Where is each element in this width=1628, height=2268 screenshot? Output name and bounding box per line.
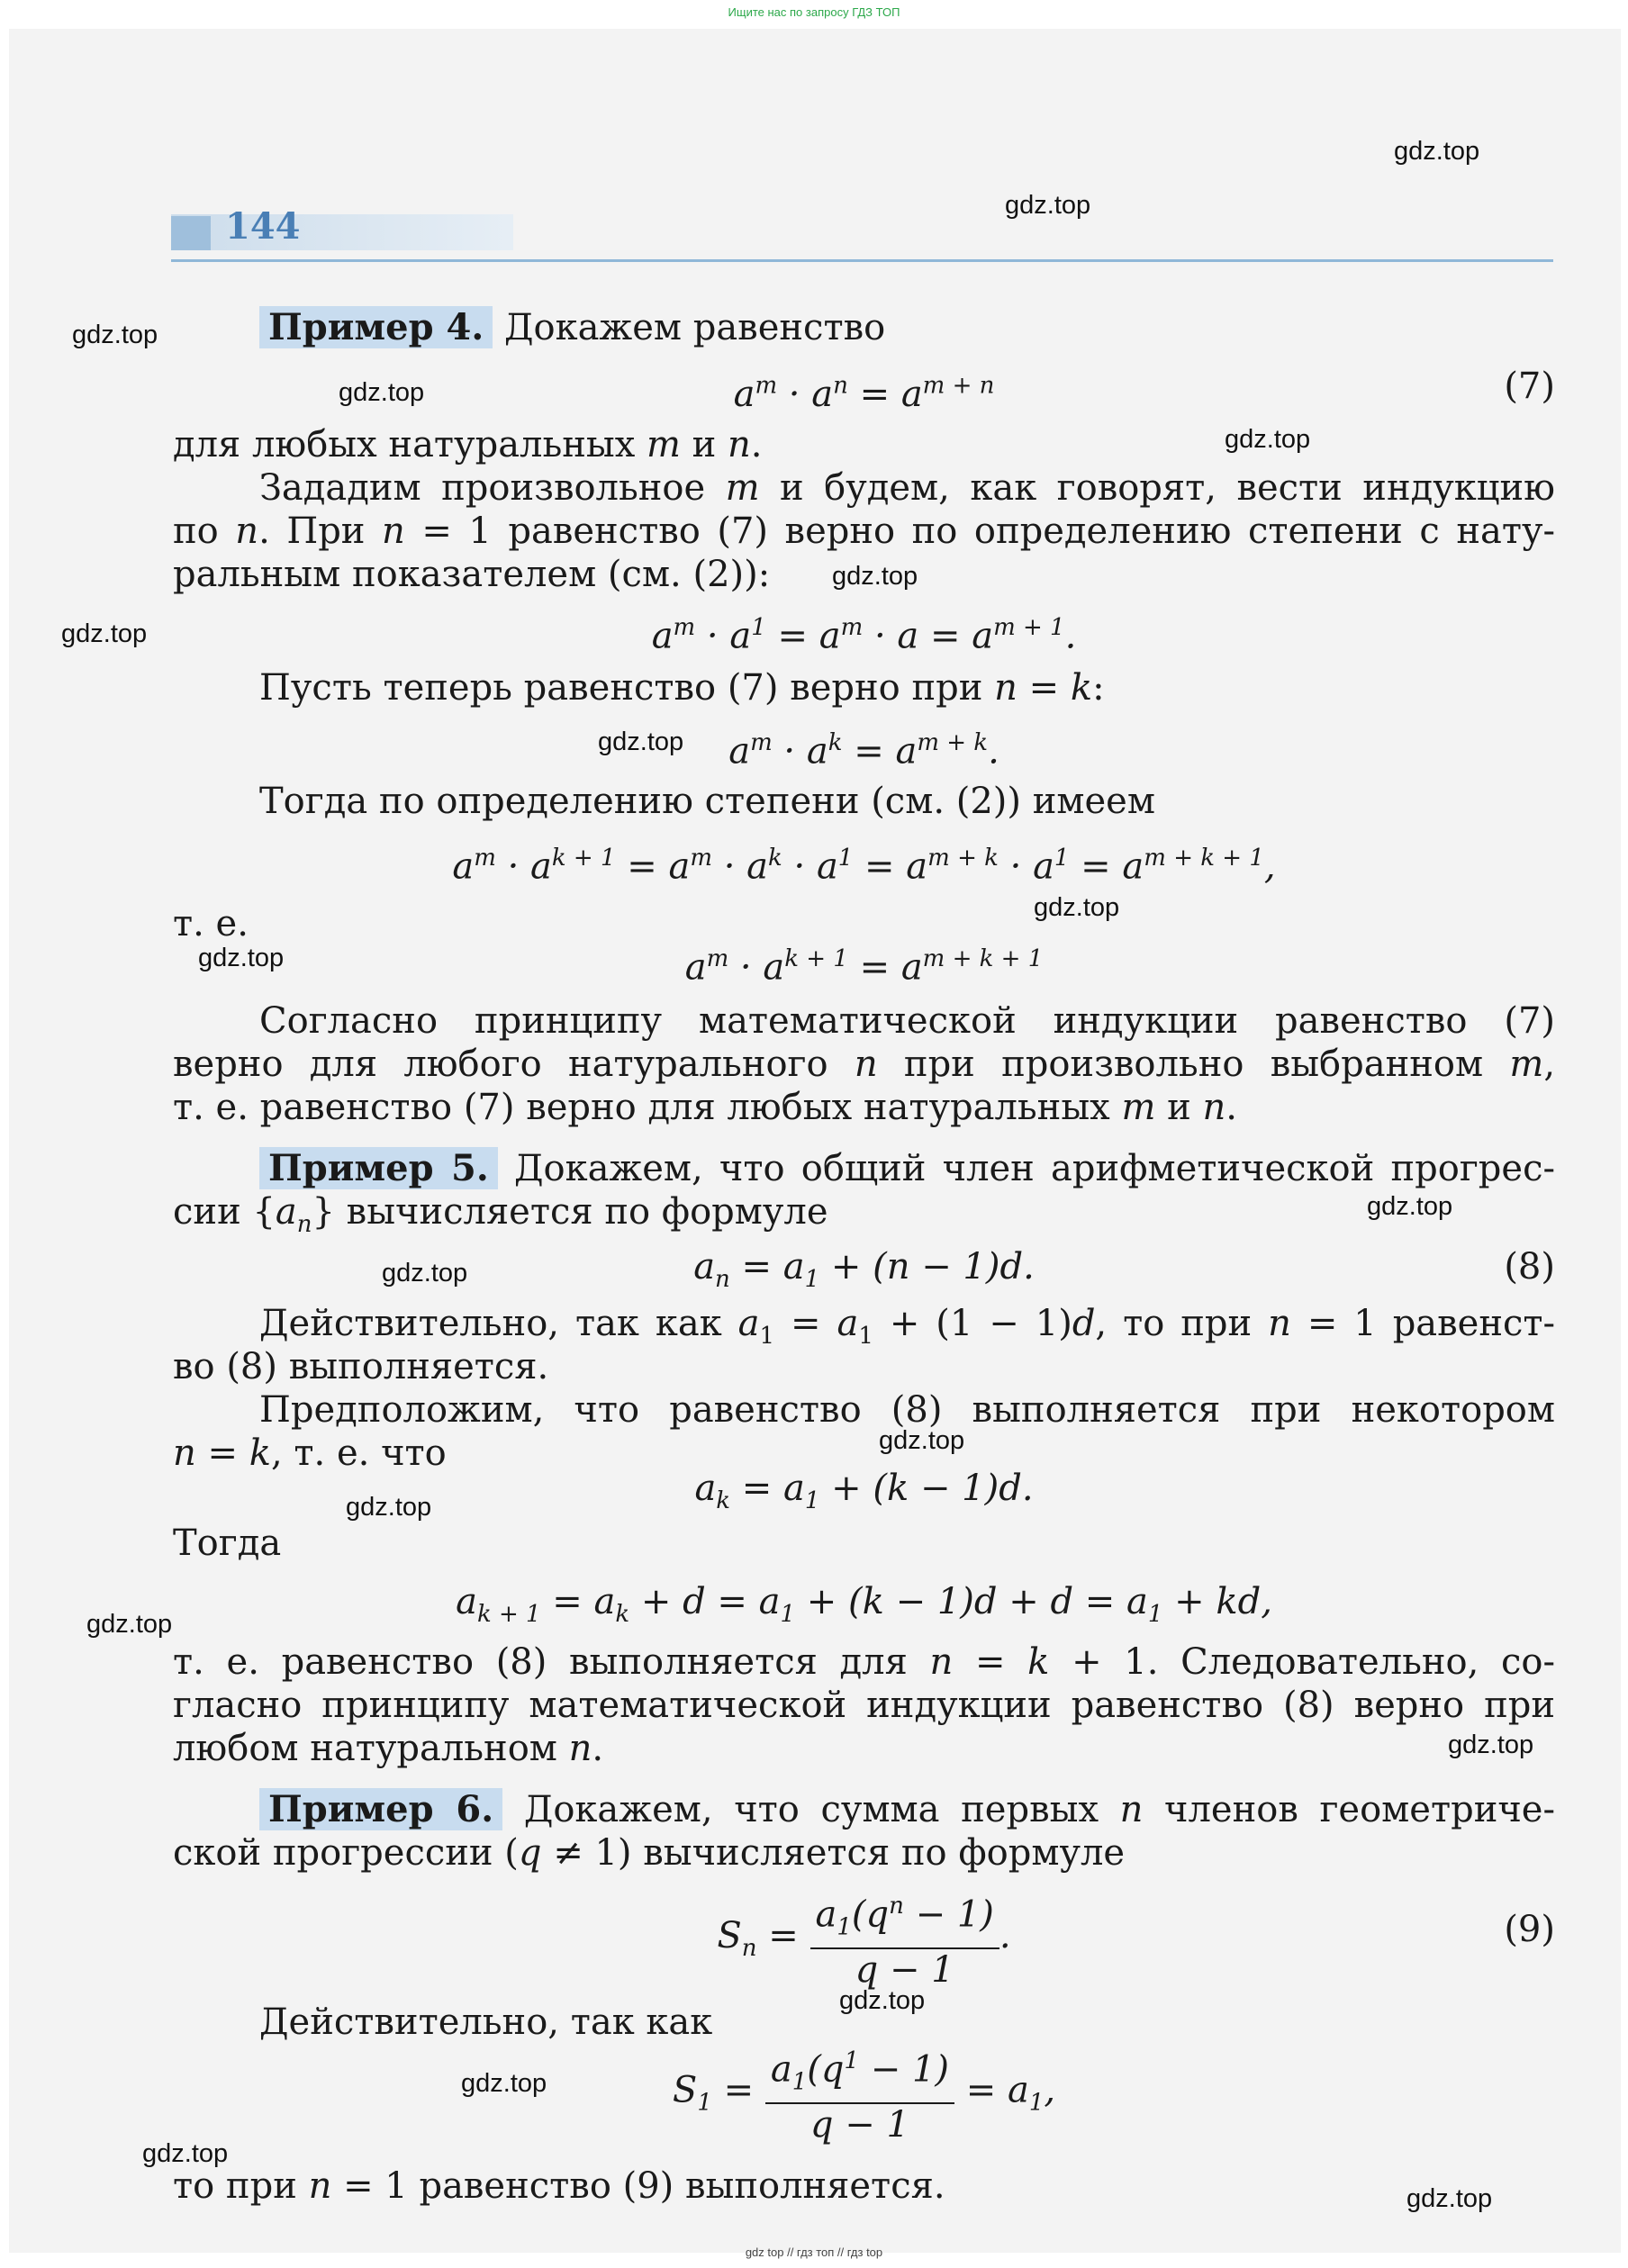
ex4-line9: Согласно принципу математической индукции равенство (7) <box>259 1000 1555 1042</box>
header-strip <box>171 214 513 250</box>
watermark: gdz.top <box>346 1493 432 1522</box>
ex4-line1 <box>173 306 1555 349</box>
ex5-line10: любом натуральном n. <box>173 1728 604 1769</box>
eq-s1: $S_1$ = $\frac{a_1(q^1 - 1)}{q - 1}$ = $a_1$, <box>173 2040 1555 2146</box>
eq9-number: (9) <box>1504 1909 1555 1950</box>
eq7-number: (7) <box>1504 366 1555 407</box>
ex5-line8: т. е. равенство (8) выполняется для n = k + 1. Следовательно, со- <box>173 1641 1556 1683</box>
watermark: gdz.top <box>832 562 918 591</box>
watermark: gdz.top <box>1225 425 1311 454</box>
watermark: gdz.top <box>198 944 285 972</box>
ex4-l4a: по <box>173 511 219 552</box>
eq-result: $a^m \cdot a^{k + 1} = a^{m + k + 1}$ <box>684 945 1044 989</box>
ex6-label: Пример 6. <box>259 1788 502 1830</box>
ex4-line3: Зададим произвольное m и будем, как говорят, вести индукцию <box>259 467 1555 509</box>
header-strip-marker <box>171 216 211 250</box>
ex5-l3c: = 1 равенст- <box>1307 1303 1556 1344</box>
watermark: gdz.top <box>1034 893 1120 922</box>
eq-step: $a^m \cdot a^{k + 1} = a^m \cdot a^k \cdot a^1 = a^{m + k} \cdot a^1 = a^{m + k + 1}$, <box>452 845 1276 888</box>
watermark: gdz.top <box>598 727 684 756</box>
ex5-line5: Предположим, что равенство (8) выполняется при некотором <box>259 1389 1555 1431</box>
ex6-l2b: ) вычисляется по формуле <box>617 1832 1126 1874</box>
ex6-line3: Действительно, так как <box>259 2001 713 2043</box>
eq-ak1: $a_{k + 1} = a_k + d = a_1 + (k - 1)d + d = a_1$ + kd, <box>456 1581 1272 1628</box>
ex5-line1 <box>173 1147 1555 1190</box>
ex5-line6: n = k, т. е. что <box>173 1432 447 1474</box>
ex4-line6: Пусть теперь равенство (7) верно при n = k: <box>259 667 1105 709</box>
eq-s1-fraction: $\frac{a_1(q^1 - 1)}{q - 1}$ <box>765 2040 954 2146</box>
ex6-line1: Пример 6. Докажем, что сумма первых n членов геометриче- <box>173 1788 1555 1831</box>
ex5-l8b: . Следовательно, со- <box>1146 1641 1556 1683</box>
watermark: gdz.top <box>461 2069 547 2098</box>
ex4-intro: Докажем равенство <box>503 307 886 348</box>
watermark: gdz.top <box>72 321 158 349</box>
ex4-l3-text: Зададим произвольное <box>259 467 706 509</box>
ex4-l2-text: для любых натуральных <box>173 424 636 465</box>
ex4-label: Пример 4. <box>259 306 493 348</box>
ex4-line5: ральным показателем (см. (2)): <box>173 554 771 595</box>
ex6-line2: ской прогрессии (q ≠ 1) вычисляется по формуле <box>173 1832 1126 1874</box>
ex5-l10-text: любом натуральном <box>173 1728 557 1769</box>
eq7-formula: $a^m \cdot a^n = a^{m + n}$ <box>733 373 995 416</box>
watermark: gdz.top <box>142 2139 229 2168</box>
ex4-l6-text: Пусть теперь равенство (7) верно при <box>259 667 983 709</box>
ex5-l2b-text: вычисляется по формуле <box>346 1191 828 1233</box>
watermark: gdz.top <box>1448 1730 1534 1759</box>
ex4-line4: по n. При n = 1 равенство (7) верно по определению степени с нату- <box>173 511 1556 552</box>
watermark: gdz.top <box>879 1426 965 1455</box>
watermark: gdz.top <box>1394 137 1480 166</box>
ex4-line2: для любых натуральных m и n. <box>173 424 763 465</box>
ex4-l11-text: т. е. равенство (7) верно для любых натуральных <box>173 1087 1110 1128</box>
ex6-l4a: то при <box>173 2165 297 2207</box>
ex5-line4: во (8) выполняется. <box>173 1346 549 1387</box>
eq9 <box>173 1885 1555 1991</box>
watermark: gdz.top <box>61 619 148 648</box>
watermark: gdz.top <box>1005 191 1091 220</box>
eq8 <box>173 1244 1555 1302</box>
ex5-label: Пример 5. <box>259 1147 498 1189</box>
ex6-l1-text: Докажем, что сумма первых <box>523 1789 1099 1830</box>
top-banner: Ищите нас по запросу ГДЗ ТОП <box>728 5 900 19</box>
ex4-l3b-text: и будем, как говорят, вести индукцию <box>780 467 1555 509</box>
watermark: gdz.top <box>1367 1192 1453 1221</box>
ex4-l10a: верно для любого натурального <box>173 1044 828 1085</box>
page-header <box>171 205 1553 262</box>
ex4-line11: т. е. равенство (7) верно для любых натуральных m и n. <box>173 1087 1237 1128</box>
watermark: gdz.top <box>1406 2184 1493 2213</box>
ex6-l2a: ской прогрессии ( <box>173 1832 519 1874</box>
ex4-l4b: . При <box>258 511 366 552</box>
ex5-l8a: т. е. равенство (8) выполняется для <box>173 1641 908 1683</box>
watermark: gdz.top <box>339 378 425 407</box>
eq9-fraction: $\frac{a_1(q^n - 1)}{q - 1}$ <box>810 1885 999 1991</box>
eq8-formula: $a_n = a_1 + (n - 1)d$. <box>693 1246 1035 1293</box>
eq8-number: (8) <box>1504 1246 1555 1288</box>
watermark: gdz.top <box>839 1986 926 2015</box>
eq9-formula: $S_n$ = $\frac{a_1(q^n - 1)}{q - 1}$ . <box>717 1915 1010 1956</box>
ex4-line10: верно для любого натурального n при произвольно выбранном m, <box>173 1044 1556 1085</box>
ex4-line7: Тогда по определению степени (см. (2)) имеем <box>259 781 1155 822</box>
ex4-l4c: = 1 равенство (7) верно по определению степени с нату- <box>421 511 1556 552</box>
eq-n1: $a^m \cdot a^1 = a^m \cdot a = a^{m + 1}$. <box>651 614 1077 657</box>
watermark: gdz.top <box>86 1610 173 1639</box>
ex5-l1-text: Докажем, что общий член арифметической прогрес- <box>513 1148 1556 1189</box>
ex5-line3: Действительно, так как $a_1 = a_1 + (1 - 1)d$, то при n = 1 равенст- <box>259 1303 1556 1350</box>
ex6-line4: то при n = 1 равенство (9) выполняется. <box>173 2165 945 2207</box>
ex5-l6-text: т. е. что <box>294 1432 447 1474</box>
ex5-l3a: Действительно, так как <box>259 1303 722 1344</box>
ex6-l1b-text: членов геометриче- <box>1164 1789 1555 1830</box>
ex4-l10b: при произвольно выбранном <box>903 1044 1484 1085</box>
ex5-line2: сии $\{a_n\}$ вычисляется по формуле <box>173 1191 828 1238</box>
watermark: gdz.top <box>382 1259 468 1288</box>
ex5-l3b: , то при <box>1095 1303 1253 1344</box>
page-number: 144 <box>225 205 301 248</box>
ex5-line7: Тогда <box>173 1523 282 1564</box>
ex6-l4b: = 1 равенство (9) выполняется. <box>343 2165 945 2207</box>
eq-nk: $a^m \cdot a^k = a^{m + k}$. <box>728 729 999 773</box>
ex5-line9: гласно принципу математической индукции равенство (8) верно при <box>173 1685 1555 1726</box>
ex4-line8: т. е. <box>173 903 249 944</box>
eq-ak: $a_k = a_1 + (k - 1)d$. <box>694 1468 1034 1514</box>
bottom-footer: gdz top // гдз топ // гдз top <box>745 2245 883 2259</box>
